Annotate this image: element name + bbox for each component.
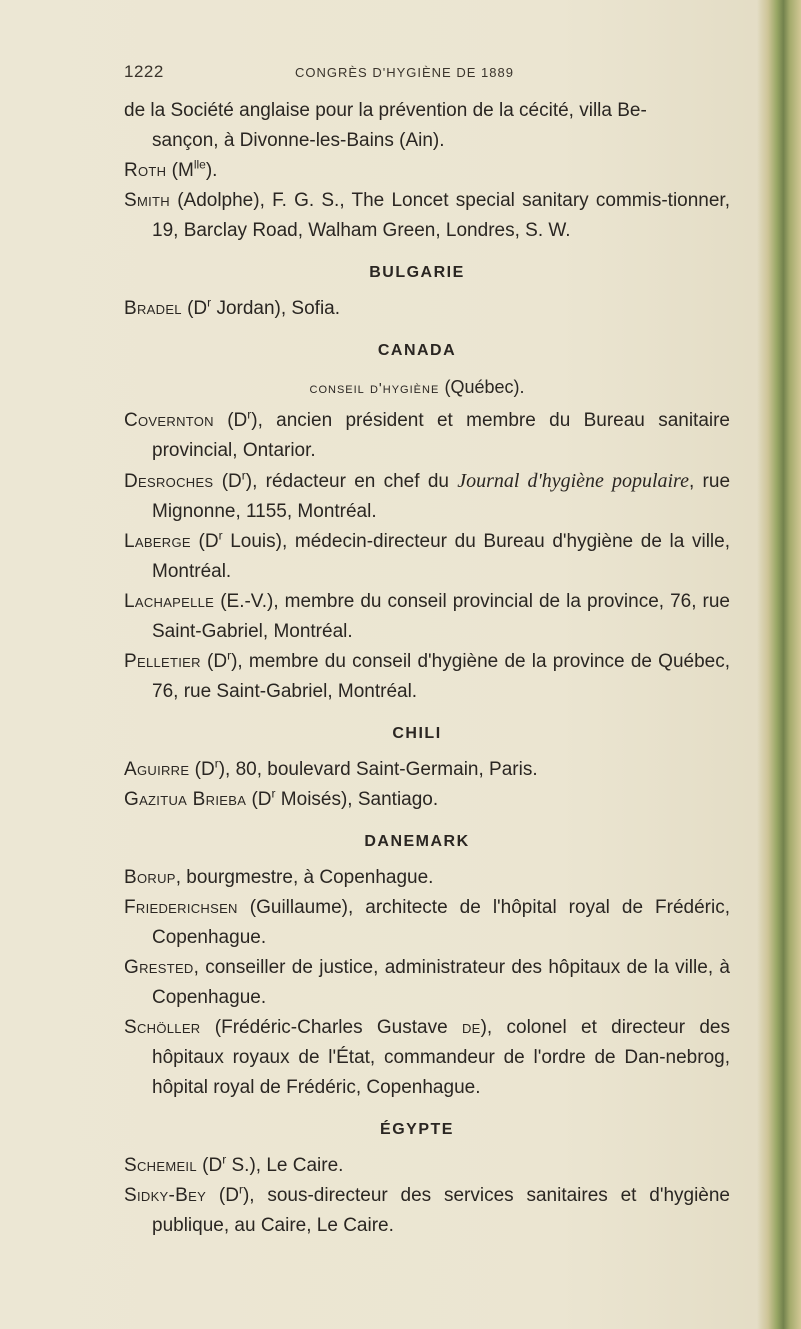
entry-covernton: Covernton $(D^r)$, ancien président et membre du Bureau sanitaire provincial, Ontarior. — [124, 407, 731, 461]
entry-sidky-bey: Sidky-Bey $(D^r)$, sous-directeur des services sanitaires et d'hygiène publique, au Caire, Le Caire. — [124, 1182, 731, 1236]
entry-borup: Borup, bourgmestre, à Copenhague. — [124, 867, 434, 888]
entry-grested: Grested, conseiller de justice, administrateur des hôpitaux de la ville, à Copenhague. — [124, 957, 730, 1008]
entry-bradel: Bradel ($D^r$ Jordan), Sofia. — [124, 295, 341, 319]
entry-roth: Roth $(M^{lle})$. — [124, 157, 218, 181]
section-heading-chili: CHILI — [392, 725, 442, 742]
entry-smith: Smith (Adolphe), F. G. S., The Loncet special sanitary commis-tionner, 19, Barclay Road, Walham Green, Londres, S. W. — [124, 190, 730, 241]
page-body — [124, 96, 730, 1241]
page-edge — [757, 0, 801, 1329]
entry-gazitua: Gazitua Brieba ($D^r$ Moisés), Santiago. — [124, 786, 439, 810]
subsection-heading: conseil d'hygiène (Québec). — [309, 377, 525, 397]
section-heading-egypte: ÉGYPTE — [380, 1121, 454, 1138]
section-heading-bulgarie: BULGARIE — [369, 264, 465, 281]
entry-scholler: Schöller (Frédéric-Charles Gustave de), colonel et directeur des hôpitaux royaux de l'État, commandeur de l'ordre de Dan-nebrog, hôpital royal de Frédéric, Copenhague. — [124, 1017, 730, 1098]
page-number: 1222 — [124, 62, 164, 81]
running-header — [0, 60, 801, 86]
entry-aguirre: Aguirre $(D^r)$, 80, boulevard Saint-Germain, Paris. — [124, 756, 538, 780]
entry-lachapelle: Lachapelle (E.-V.), membre du conseil provincial de la province, 76, rue Saint-Gabriel, Montréal. — [124, 591, 730, 642]
running-title: CONGRÈS D'HYGIÈNE DE 1889 — [295, 65, 514, 80]
section-heading-danemark: DANEMARK — [364, 833, 470, 850]
entry-continuation: de la Société anglaise pour la prévention de la cécité, villa Be- sançon, à Divonne-les-Bains (Ain). — [124, 100, 647, 151]
entry-laberge: Laberge ($D^r$ Louis), médecin-directeur du Bureau d'hygiène de la ville, Montréal. — [124, 528, 730, 582]
entry-schemeil: Schemeil ($D^r$ S.), Le Caire. — [124, 1152, 344, 1176]
entry-pelletier: Pelletier $(D^r)$, membre du conseil d'hygiène de la province de Québec, 76, rue Saint-Gabriel, Montréal. — [124, 648, 730, 702]
section-heading-canada: CANADA — [377, 342, 457, 359]
entry-friederichsen: Friederichsen (Guillaume), architecte de l'hôpital royal de Frédéric, Copenhague. — [124, 897, 731, 948]
entry-desroches: Desroches $(D^r)$, rédacteur en chef du Journal d'hygiène populaire, rue Mignonne, 1155, Montréal. — [124, 468, 731, 522]
